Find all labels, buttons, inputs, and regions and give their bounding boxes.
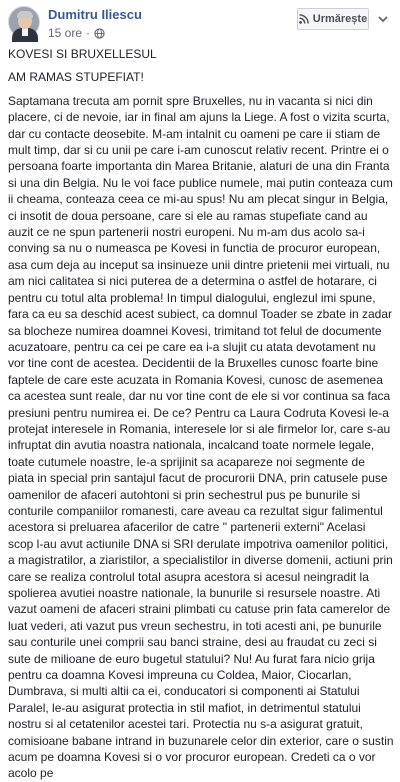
post-options-button[interactable] bbox=[373, 8, 393, 30]
post-header bbox=[0, 0, 400, 44]
post-title: KOVESI SI BRUXELLESUL bbox=[8, 47, 157, 61]
avatar-hair bbox=[17, 11, 33, 18]
meta-separator: · bbox=[86, 26, 91, 40]
post-content bbox=[8, 46, 394, 782]
post-subtitle: AM RAMAS STUPEFIAT! bbox=[8, 70, 144, 85]
globe-icon bbox=[94, 28, 105, 39]
avatar[interactable] bbox=[8, 6, 40, 38]
post-body: Saptamana trecuta am pornit spre Bruxelles, nu in vacanta si nici din placere, ci de nevoie, iar in final am ajuns la Liege. A fost o vizita scurta, dar cu contacte deosebite. M-am intalnit cu oameni pe care ii stiam de mult timp, dar si cu unii pe care i-am cunoscut relativ recent. Printre ei o persoana foarte importanta din Marea Britanie, alaturi de una din Franta si una din Belgia. Nu le voi face publice numele, mai putin conteaza cum ii cheama, conteaza ceea ce mi-au spus! Nu am plecat singur in Belgia, ci insotit de doua persoane, care si ele au ramas stupefiate cand au auzit ce ne spun partenerii nostri europeni. Nu m-am dus acolo sa-i conving sa nu o numeasca pe Kovesi in functia de procuror european, asa cum deja au inceput sa insinueze unii dintre prietenii mei virtuali, nu am nici calitatea si nici puterea de a determina o astfel de hotarare, ci pentru cu totul alta problema! In timpul dialogului, englezul imi spune, fara ca eu sa deschid acest subiect, ca domnul Toader se zbate in zadar sa blocheze numirea doamnei Kovesi, trimitand tot felul de documente acuzatoare, pentru ca cei pe care ea i-a slujit cu atata devotament nu vor tine cont de acestea. Decidentii de la Bruxelles cunosc foarte bine faptele de care este acuzata in Romania Kovesi, cunosc de asemenea ca acestea sunt reale, dar nu vor tine cont de ele si vor continua sa faca presiuni pentru numirea ei. De ce? Pentru ca Laura Codruta Kovesi le-a protejat interesele in Romania, interesele lor si ale firmelor lor, care s-au infruptat din avutia noastra nationala, incalcand toate normele legale, toate cutumele noastre, le-a sprijinit sa acapareze noi segmente de piata in special prin santajul facut de procurorii DNA, prin catusele puse oamenilor de afaceri autohtoni si prin sechestrul pus pe bunurile si conturile companiilor romanesti, care aveau ca rezultat sigur falimentul acestora si preluarea afacerilor de catre " partenerii externi" Acelasi scop l-au avut actiunile DNA si SRI derulate impotriva oamenilor politici, a magistratilor, a ziaristilor, a specialistilor in diverse domenii, actiuni prin care se realiza controlul total asupra acestora si acesul neingradit la spolierea avutiei noastre nationale, la bunurile si resursele noastre. Ati vazut oameni de afaceri straini plimbati cu catuse prin fata camerelor de luat vederi, ati vazut pus vreun sechestru, in toti acesti ani, pe bunurile sau conturile unei comprii sau banci straine, desi au fraudat cu zeci si sute de milioane de euro bugetul statului? Nu! Au furat fara nicio grija pentru ca doamna Kovesi impreuna cu Coldea, Maior, Ciocarlan, Dumbrava, si multi altii ca ei, conducatori si componenti ai Statului Paralel, le-au asigurat protectia in stil mafiot, in detrimentul statului nostru si al cetatenilor acestei tari. Protectia nu s-a asigurat gratuit, comisioane babane intrand in buzunarele celor din exterior, care o sustin acum pe doamna Kovesi si o vor procuror european. Credeti ca o vor acolo pe bbox=[8, 93, 394, 781]
follow-label: Urmărește bbox=[312, 13, 368, 25]
post-time[interactable]: 15 ore bbox=[48, 26, 83, 40]
post-meta bbox=[48, 26, 105, 40]
author-name[interactable]: Dumitru Iliescu bbox=[48, 7, 142, 22]
avatar-shirt bbox=[22, 28, 28, 36]
rss-icon bbox=[299, 14, 309, 24]
chevron-down-icon bbox=[377, 13, 389, 25]
follow-button[interactable] bbox=[297, 8, 369, 30]
